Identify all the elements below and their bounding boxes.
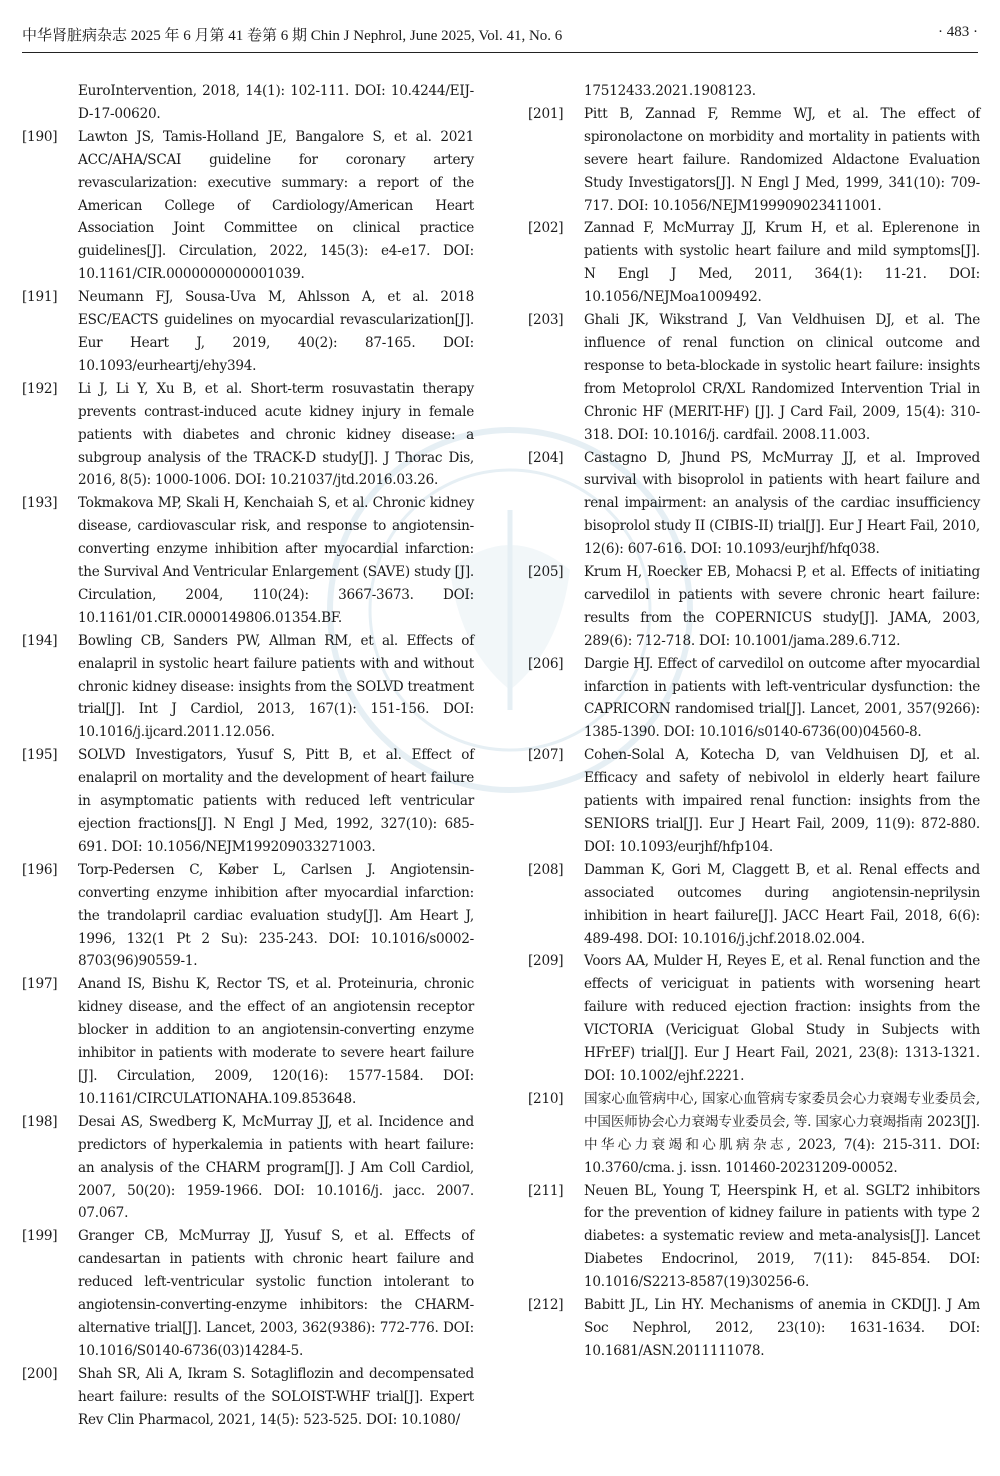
reference-number: [208]: [528, 861, 564, 878]
reference-entry: [528, 1088, 980, 1180]
reference-text: Damman K, Gori M, Claggett B, et al. Renal effects and associated outcomes during angiotensin-neprilysin inhibition in heart failure[J]. JACC Heart Fail, 2018, 6(6): 489-498. DOI: 10.1016/j.jchf.2018.02.004.: [584, 861, 980, 947]
reference-text: 17512433.2021.1908123.: [584, 83, 756, 99]
reference-text: Zannad F, McMurray JJ, Krum H, et al. Eplerenone in patients with systolic heart failure and mild symptoms[J]. N Engl J Med, 2011, 364(1): 11-21. DOI: 10.1056/NEJMoa1009492.: [584, 220, 980, 306]
page-number: · 483 ·: [938, 24, 978, 40]
reference-text: Dargie HJ. Effect of carvedilol on outcome after myocardial infarction in patients with left-ventricular dysfunction: the CAPRICORN randomised trial[J]. Lancet, 2001, 357(9266): 1385-1390. DOI: 10.1016/s0140-6736(00)04560-8.: [584, 655, 980, 741]
reference-entry: [528, 950, 980, 1087]
reference-number: [207]: [528, 747, 564, 764]
reference-text: Krum H, Roecker EB, Mohacsi P, et al. Effects of initiating carvedilol in patients with severe chronic heart failure: results from the COPERNICUS study[J]. JAMA, 2003, 289(6): 712-718. DOI: 10.1001/jama.289.6.712.: [584, 564, 980, 649]
reference-entry: [22, 630, 474, 745]
reference-number: [192]: [22, 380, 58, 397]
reference-entry: [528, 103, 980, 218]
reference-entry: [22, 286, 474, 378]
reference-column-left: [22, 80, 474, 1431]
journal-citation-line: 中华肾脏病杂志 2025 年 6 月第 41 卷第 6 期 Chin J Nephrol, June 2025, Vol. 41, No. 6: [22, 28, 563, 44]
reference-text: Torp-Pedersen C, Køber L, Carlsen J. Angiotensin-converting enzyme inhibition after myocardial infarction: the trandolapril cardiac evaluation study[J]. Am Heart J, 1996, 132(1 Pt 2 Su): 235-243. DOI: 10.1016/s0002-8703(96)90559-1.: [78, 861, 474, 970]
reference-number: [191]: [22, 289, 58, 306]
reference-number: [203]: [528, 312, 564, 329]
reference-number: [212]: [528, 1297, 564, 1314]
reference-number: [193]: [22, 495, 58, 512]
reference-entry: [528, 561, 980, 653]
reference-number: [210]: [528, 1090, 564, 1107]
reference-entry: [528, 447, 980, 562]
reference-text: Voors AA, Mulder H, Reyes E, et al. Renal function and the effects of vericiguat in patients with worsening heart failure with reduced ejection fraction: insights from the VICTORIA (Vericiguat Global Study in Subjects with HFrEF) trial[J]. Eur J Heart Fail, 2021, 23(8): 1313-1321. DOI: 10.1002/ejhf.2221.: [584, 953, 980, 1084]
reference-number: [201]: [528, 105, 564, 122]
reference-entry: [22, 1363, 474, 1432]
reference-text: Li J, Li Y, Xu B, et al. Short-term rosuvastatin therapy prevents contrast-induced acute kidney injury in female patients with diabetes and chronic kidney disease: a subgroup analysis of the TRACK-D study[J]. J Thorac Dis, 2016, 8(5): 1000-1006. DOI: 10.21037/jtd.2016.03.26.: [78, 380, 474, 489]
reference-text: Shah SR, Ali A, Ikram S. Sotagliflozin and decompensated heart failure: results of the SOLOIST-WHF trial[J]. Expert Rev Clin Pharmacol, 2021, 14(5): 523-525. DOI: 10.1080/: [78, 1365, 474, 1428]
reference-text: SOLVD Investigators, Yusuf S, Pitt B, et al. Effect of enalapril on mortality and the development of heart failure in asymptomatic patients with reduced left ventricular ejection fractions[J]. N Engl J Med, 1992, 327(10): 685-691. DOI: 10.1056/NEJM199209033271003.: [78, 747, 474, 855]
reference-entry: [22, 492, 474, 629]
reference-number: [206]: [528, 655, 564, 672]
reference-text: Lawton JS, Tamis-Holland JE, Bangalore S, et al. 2021 ACC/AHA/SCAI guideline for coronary artery revascularization: executive summary: a report of the American College of Cardiology/American Heart Association Joint Committee on clinical practice guidelines[J]. Circulation, 2022, 145(3): e4-e17. DOI: 10.1161/CIR.0000000000001039.: [78, 128, 474, 283]
reference-number: [211]: [528, 1182, 564, 1199]
reference-text: 国家心血管病中心, 国家心血管病专家委员会心力衰竭专业委员会, 中国医师协会心力衰竭专业委员会, 等. 国家心力衰竭指南 2023[J]. 中华心力衰竭和心肌病杂志, 2023, 7(4): 215-311. DOI: 10.3760/cma. j. issn. 101460-20231209-00052.: [584, 1090, 980, 1176]
reference-number: [190]: [22, 128, 58, 145]
reference-entry: [22, 1111, 474, 1226]
reference-text: Ghali JK, Wikstrand J, Van Veldhuisen DJ, et al. The influence of renal function on clinical outcome and response to beta-blockade in systolic heart failure: insights from Metoprolol CR/XL Randomized Intervention Trial in Chronic HF (MERIT-HF) [J]. J Card Fail, 2009, 15(4): 310-318. DOI: 10.1016/j. cardfail. 2008.11.003.: [584, 312, 980, 443]
reference-text: Bowling CB, Sanders PW, Allman RM, et al. Effects of enalapril in systolic heart failure patients with and without chronic kidney disease: insights from the SOLVD treatment trial[J]. Int J Cardiol, 2013, 167(1): 151-156. DOI: 10.1016/j.ijcard.2011.12.056.: [78, 632, 474, 741]
reference-entry: [22, 80, 474, 126]
reference-number: [198]: [22, 1113, 58, 1130]
reference-text: Neumann FJ, Sousa-Uva M, Ahlsson A, et al. 2018 ESC/EACTS guidelines on myocardial revascularization[J]. Eur Heart J, 2019, 40(2): 87-165. DOI: 10.1093/eurheartj/ehy394.: [78, 289, 474, 374]
reference-text: Babitt JL, Lin HY. Mechanisms of anemia in CKD[J]. J Am Soc Nephrol, 2012, 23(10): 1631-1634. DOI: 10.1681/ASN.2011111078.: [584, 1297, 980, 1359]
reference-number: [197]: [22, 976, 58, 993]
reference-entry: [22, 973, 474, 1110]
reference-number: [209]: [528, 953, 564, 970]
reference-entry: [528, 217, 980, 309]
reference-entry: [528, 80, 980, 103]
reference-text: Tokmakova MP, Skali H, Kenchaiah S, et al. Chronic kidney disease, cardiovascular risk, and response to angiotensin-converting enzyme inhibition after myocardial infarction: the Survival And Ventricular Enlargement (SAVE) study [J]. Circulation, 2004, 110(24): 3667-3673. DOI: 10.1161/01.CIR.0000149806.01354.BF.: [78, 495, 474, 626]
reference-number: [205]: [528, 564, 564, 581]
reference-number: [196]: [22, 861, 58, 878]
reference-text: Pitt B, Zannad F, Remme WJ, et al. The effect of spironolactone on morbidity and mortality in patients with severe heart failure. Randomized Aldactone Evaluation Study Investigators[J]. N Engl J Med, 1999, 341(10): 709-717. DOI: 10.1056/NEJM199909023411001.: [584, 105, 980, 214]
reference-number: [204]: [528, 449, 564, 466]
reference-text: EuroIntervention, 2018, 14(1): 102-111. DOI: 10.4244/EIJ-D-17-00620.: [78, 83, 474, 122]
reference-text: Anand IS, Bishu K, Rector TS, et al. Proteinuria, chronic kidney disease, and the effect of an angiotensin receptor blocker in addition to an angiotensin-converting enzyme inhibitor in patients with moderate to severe heart failure [J]. Circulation, 2009, 120(16): 1577-1584. DOI: 10.1161/CIRCULATIONAHA.109.853648.: [78, 976, 474, 1107]
reference-entry: [22, 744, 474, 859]
reference-entry: [528, 309, 980, 446]
reference-text: Granger CB, McMurray JJ, Yusuf S, et al. Effects of candesartan in patients with chronic heart failure and reduced left-ventricular systolic function intolerant to angiotensin-converting-enzyme inhibitors: the CHARM-alternative trial[J]. Lancet, 2003, 362(9386): 772-776. DOI: 10.1016/S0140-6736(03)14284-5.: [78, 1228, 474, 1359]
reference-entry: [22, 378, 474, 493]
reference-entry: [528, 1180, 980, 1295]
reference-number: [195]: [22, 747, 58, 764]
reference-entry: [528, 859, 980, 951]
reference-entry: [22, 1225, 474, 1362]
reference-entry: [528, 744, 980, 859]
reference-column-right: [528, 80, 980, 1363]
reference-number: [202]: [528, 220, 564, 237]
reference-text: Cohen-Solal A, Kotecha D, van Veldhuisen DJ, et al. Efficacy and safety of nebivolol in elderly heart failure patients with impaired renal function: insights from the SENIORS trial[J]. Eur J Heart Fail, 2009, 11(9): 872-880. DOI: 10.1093/eurjhf/hfp104.: [584, 747, 980, 855]
reference-text: Castagno D, Jhund PS, McMurray JJ, et al. Improved survival with bisoprolol in patients with heart failure and renal impairment: an analysis of the cardiac insufficiency bisoprolol study II (CIBIS-II) trial[J]. Eur J Heart Fail, 2010, 12(6): 607-616. DOI: 10.1093/eurjhf/hfq038.: [584, 449, 980, 558]
reference-number: [199]: [22, 1228, 58, 1245]
reference-number: [200]: [22, 1365, 58, 1382]
reference-entry: [528, 1294, 980, 1363]
reference-number: [194]: [22, 632, 58, 649]
reference-entry: [22, 126, 474, 286]
reference-text: Neuen BL, Young T, Heerspink H, et al. SGLT2 inhibitors for the prevention of kidney failure in patients with type 2 diabetes: a systematic review and meta-analysis[J]. Lancet Diabetes Endocrinol, 2019, 7(11): 845-854. DOI: 10.1016/S2213-8587(19)30256-6.: [584, 1182, 980, 1291]
running-header: [22, 18, 978, 53]
reference-entry: [528, 653, 980, 745]
reference-text: Desai AS, Swedberg K, McMurray JJ, et al. Incidence and predictors of hyperkalemia in patients with heart failure: an analysis of the CHARM program[J]. J Am Coll Cardiol, 2007, 50(20): 1959-1966. DOI: 10.1016/j. jacc. 2007. 07.067.: [78, 1113, 474, 1222]
reference-entry: [22, 859, 474, 974]
